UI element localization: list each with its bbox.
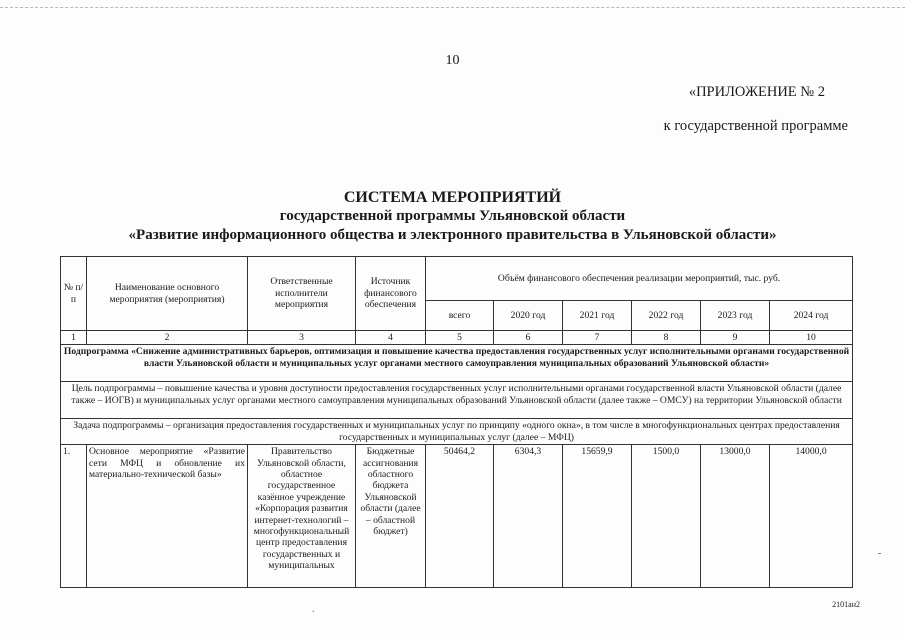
subprogram-goal: Цель подпрограммы – повышение качества и уровня доступности предоставления государственных услуг исполнительными органами государственной власти Ульяновской области (далее также – ИОГВ) и муниципальных услуг органами местного самоуправления муниципальных образований Ульяновской области (далее также – ОМСУ) на территории Ульяновской области [61, 382, 853, 419]
col-number: 3 [248, 331, 356, 345]
row-executors: Правительство Ульяновской области, областное государственное казённое учреждение «Корпорация развития интернет-технологий – многофункциональный центр предоставления государственных и муниципальных [248, 445, 356, 588]
subprogram-row [61, 345, 853, 382]
row-measure-name: Основное мероприятие «Развитие сети МФЦ и обновление их материально-технической базы» [87, 445, 248, 588]
row-total: 50464,2 [426, 445, 494, 588]
task-row [61, 419, 853, 445]
header-total: всего [426, 301, 494, 331]
header-funding: Объём финансового обеспечения реализации мероприятий, тыс. руб. [426, 257, 853, 301]
header-name: Наименование основного мероприятия (мероприятия) [87, 257, 248, 331]
page-top-border [0, 7, 905, 8]
row-2021: 15659,9 [563, 445, 632, 588]
row-num: 1. [61, 445, 87, 588]
col-number: 9 [701, 331, 770, 345]
col-number: 8 [632, 331, 701, 345]
row-2020: 6304,3 [494, 445, 563, 588]
goal-row [61, 382, 853, 419]
col-number: 4 [356, 331, 426, 345]
appendix-label: «ПРИЛОЖЕНИЕ № 2 [688, 84, 825, 100]
row-2024: 14000,0 [770, 445, 853, 588]
header-executors: Ответственные исполнители мероприятия [248, 257, 356, 331]
subprogram-task: Задача подпрограммы – организация предоставления государственных и муниципальных услуг по принципу «одного окна», в том числе в многофункциональных центрах предоставления государственных и муниципальных услуг (далее – МФЦ) [61, 419, 853, 445]
document-title [0, 188, 905, 245]
title-line-3: «Развитие информационного общества и электронного правительства в Ульяновской области» [128, 227, 777, 243]
col-number: 7 [563, 331, 632, 345]
row-source: Бюджетные ассигнования областного бюджета Ульяновской области (далее – областной бюджет) [356, 445, 426, 588]
header-year-2024: 2024 год [770, 301, 853, 331]
row-2023: 13000,0 [701, 445, 770, 588]
subprogram-title: Подпрограмма «Снижение административных барьеров, оптимизация и повышение качества предоставления государственных услуг исполнительными органами государственной власти Ульяновской области и муниципальных услуг органами местного самоуправления муниципальных образований Ульяновской области» [61, 345, 853, 382]
header-year-2023: 2023 год [701, 301, 770, 331]
appendix-program-ref: к государственной программе [663, 118, 848, 134]
col-number: 6 [494, 331, 563, 345]
header-year-2022: 2022 год [632, 301, 701, 331]
header-row-1 [61, 257, 853, 301]
table-row [61, 445, 853, 588]
measures-table [60, 256, 853, 588]
col-number: 1 [61, 331, 87, 345]
title-line-1: СИСТЕМА МЕРОПРИЯТИЙ [343, 189, 562, 206]
page-number: 10 [445, 53, 460, 68]
scan-speck: . [312, 604, 315, 615]
col-number: 10 [770, 331, 853, 345]
document-stamp: 2101ан2 [832, 600, 860, 609]
scan-speck: - [878, 548, 882, 559]
title-line-2: государственной программы Ульяновской области [279, 208, 626, 224]
row-2022: 1500,0 [632, 445, 701, 588]
column-number-row [61, 331, 853, 345]
header-year-2021: 2021 год [563, 301, 632, 331]
header-num: № п/п [61, 257, 87, 331]
col-number: 5 [426, 331, 494, 345]
header-year-2020: 2020 год [494, 301, 563, 331]
header-source: Источник финансового обеспечения [356, 257, 426, 331]
col-number: 2 [87, 331, 248, 345]
